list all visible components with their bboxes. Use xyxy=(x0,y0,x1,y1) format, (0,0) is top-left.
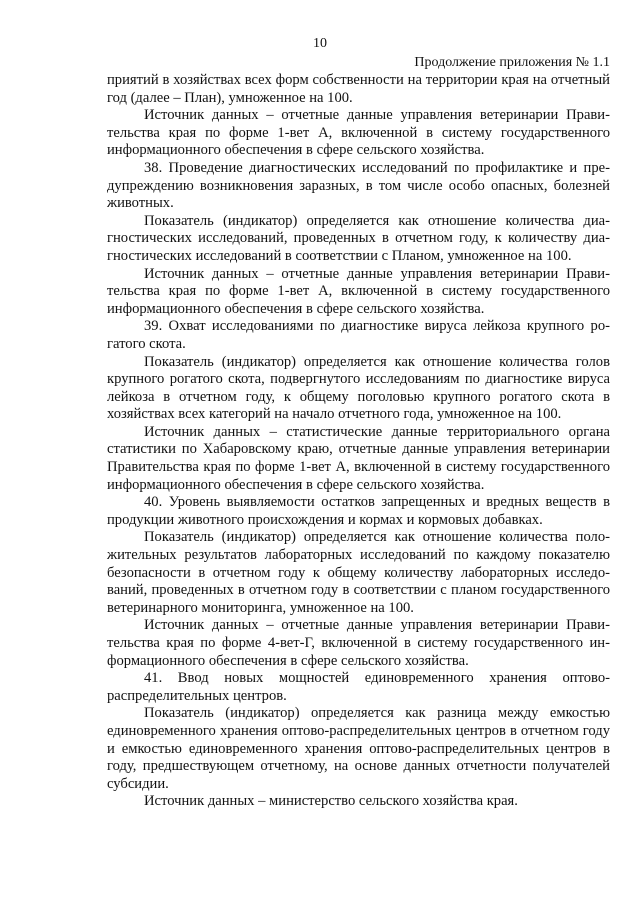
appendix-continuation-label: Продолжение приложения № 1.1 xyxy=(414,55,610,70)
paragraph: Источник данных – статистические данные территориального органа статистики по Хабаровскому краю, отчетные данные управления ветеринарии Правительства края по форме 1-вет А, включенной в систему государственного информационного обеспечения в сфере сельского хозяйства. xyxy=(107,423,610,493)
paragraph: 41. Ввод новых мощностей единовременного хранения оптово-распределительных центров. xyxy=(107,670,610,704)
paragraph: Источник данных – отчетные данные управления ветеринарии Правительства края по форме 1-вет А, включенной в систему государственного информационного обеспечения в сфере сельского хозяйства. xyxy=(107,265,610,317)
page-number: 10 xyxy=(313,36,327,51)
paragraph: 40. Уровень выявляемости остатков запрещенных и вредных веществ в продукции животного происхождения и кормах и кормовых добавках. xyxy=(107,494,610,528)
paragraph: Источник данных – отчетные данные управления ветеринарии Правительства края по форме 1-вет А, включенной в систему государственного информационного обеспечения в сфере сельского хозяйства. xyxy=(107,107,610,159)
document-body xyxy=(107,72,610,811)
paragraph: 39. Охват исследованиями по диагностике вируса лейкоза крупного рогатого скота. xyxy=(107,318,610,352)
paragraph: Источник данных – министерство сельского хозяйства края. xyxy=(144,793,518,810)
paragraph: Показатель (индикатор) определяется как отношение количества диагностических исследований, проведенных в отчетном году, к количеству диагностических исследований в соответствии с Планом, умноженное на 100. xyxy=(107,212,610,264)
paragraph: Источник данных – отчетные данные управления ветеринарии Правительства края по форме 4-вет-Г, включенной в систему государственного информационного обеспечения в сфере сельского хозяйства. xyxy=(107,617,610,669)
paragraph: Показатель (индикатор) определяется как отношение количества голов крупного рогатого скота, подвергнутого исследованиям по диагностике вируса лейкоза в отчетном году, к общему поголовью крупного рогатого скота в хозяйствах всех категорий на начало отчетного года, умноженное на 100. xyxy=(107,353,610,423)
paragraph: приятий в хозяйствах всех форм собственности на территории края на отчетный год (далее – План), умноженное на 100. xyxy=(107,72,610,106)
paragraph: 38. Проведение диагностических исследований по профилактике и предупреждению возникновения заразных, в том числе особо опасных, болезней животных. xyxy=(107,159,610,212)
paragraph: Показатель (индикатор) определяется как разница между емкостью единовременного хранения оптово-распределительных центров в отчетном году и емкостью единовременного хранения оптово-распределительных центров в году, предшествующем отчетному, на основе данных отчетности получателей субсидии. xyxy=(107,705,610,792)
paragraph: Показатель (индикатор) определяется как отношение количества положительных результатов лабораторных исследований по каждому показателю безопасности в отчетном году к общему количеству лабораторных исследований, проведенных в отчетном году в соответствии с планом государственного ветеринарного мониторинга, умноженное на 100. xyxy=(107,529,610,616)
